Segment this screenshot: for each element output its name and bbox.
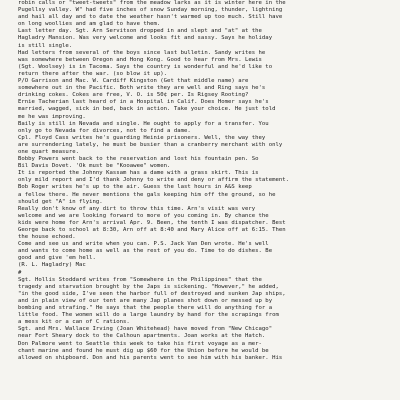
text-line: Sgt. Hollis Stoddard writes from "Somewhere in the Philippines" that the: [18, 276, 262, 283]
bulletin-text: [18, 0, 394, 362]
text-line: #: [18, 269, 22, 276]
text-line: George back to school at 8:30, Arn off at 8:40 and Mary Alice off at 6:15. Then: [18, 227, 286, 233]
text-line: Really don't know of any dirt to throw this time. Arn's visit was very: [18, 205, 256, 212]
text-line: good and give 'em hell.: [18, 255, 96, 262]
text-line: little food. The women will do a large laundry by hand for the scrapings from: [18, 312, 279, 319]
text-line: Had letters from several of the boys since last bulletin. Sandy writes he: [18, 49, 266, 56]
text-line: "in the good side, I've seen the harbor full of destroyed and sunken Jap ships,: [18, 290, 286, 297]
text-line: allowed on shipboard. Don and his parents went to see him with his banker. His: [18, 354, 283, 361]
text-line: near Fort Sheary dock to the Calhoun apartments. Joan works at the Hatch.: [18, 333, 266, 340]
text-line: the house echoed.: [18, 234, 76, 241]
text-line: Pugellsy valley. W" had five inches of snow Sunday morning, thunder, lightning: [18, 7, 283, 14]
text-line: Come and see us and write when you can. P.S. Jack Van Den wrote. He's well: [18, 241, 269, 248]
text-line: is still single.: [18, 42, 73, 49]
text-line: return there after the war. (so blow it up).: [18, 70, 168, 77]
text-line: Bob Roger writes he's up to the air. Guess the last hours in A&S keep: [18, 184, 252, 191]
text-line: It is reported the Johnny Kassam has a dame with a grass skirt. This is: [18, 170, 259, 177]
text-line: Baily is still in Nevada and single. He ought to apply for a transfer. You: [18, 120, 269, 127]
text-line: Hagladry Mansion. Was very welcome and looks fit and sassy. Says he holiday: [18, 35, 273, 42]
text-line: P/O Garrison and Mac. W. Cardiff Kingston (Get that middle name) are: [18, 78, 249, 85]
text-line: Bil Davis Dovet. 'Ok must be "Kooawee" women.: [18, 163, 171, 170]
text-line: tragedy and starvation brought by the Japs is sickening. "However," he added,: [18, 283, 279, 290]
text-line: one quart measure.: [18, 148, 79, 155]
text-line: (Sgt. Woolsey) is in Tacoma. Says the country is wonderful and he'd like to: [18, 63, 273, 70]
text-line: on long woollies and am glad to have them.: [18, 21, 161, 28]
text-line: Ernie Tacherian last heard of in a Hospital in Calif. Does Homer says he's: [18, 99, 269, 106]
text-line: married, wagged, sick in bed, back in action. Take your choice. He just told: [18, 106, 276, 113]
text-line: drinking cokes. Cokes are free, V. O. is 50¢ per. Is Rigsey Rooting?: [18, 92, 249, 99]
text-line: a mess kit or a can of C rations.: [18, 319, 130, 326]
text-line: Last letter day. Sgt. Arn Servitson dropped in and slept and "at" at the: [18, 28, 262, 35]
text-line: was somewhere between Oregon and Hong Kong. Good to hear from Mrs. Lewis: [18, 56, 262, 63]
text-line: Don Palmore went to Seattle this week to take his first voyage as a mer-: [18, 340, 262, 347]
text-line: bombing and strafing." He says that the people there will do anything for a: [18, 305, 273, 312]
text-line: (R. L. Hagladry) Mac: [18, 262, 86, 269]
text-line: Sgt. and Mrs. Wallace Irving (Joan Whitehead) have moved from "New Chicago": [18, 326, 273, 333]
text-line: somewhere out in the Pacific. Both write they are well and Ring says he's: [18, 85, 266, 92]
text-line: Cpl. Floyd Cass writes he's guarding Heinie prisoners. Well, the way they: [18, 134, 266, 141]
text-line: Bobby Powers went back to the reservation and lost his fountain pen. So: [18, 156, 259, 163]
text-line: only go to Nevada for divorces, not to find a dame.: [18, 127, 191, 134]
text-line: are surrendering lately, he must be busier than a cranberry merchant with only: [18, 141, 283, 148]
text-line: me he was improving.: [18, 113, 86, 120]
text-line: and wants to come home as well as the rest of you do. Time to do dishes. Be: [18, 248, 273, 255]
text-line: welcome and we are looking forward to more of you coming in. By chance the: [18, 212, 269, 219]
text-line: only mild report and I'd thank Johnny to write and deny or affirm the statement.: [18, 177, 290, 184]
text-line: and hail all day and to date the weather hasn't warmed up too much. Still have: [18, 14, 283, 21]
text-line: should get "A" in flying.: [18, 198, 103, 205]
text-line: chant marine and found he must dig up $60 for the Union before he would be: [18, 347, 269, 354]
text-line: a fellow there. He never mentions the gals keeping him off the ground, so he: [18, 191, 276, 198]
text-line: kids were home for Arn's arrival Apr. 9. Been, the tenth I was dispatcher. Best: [18, 219, 286, 226]
text-line: and in plain view of our tent are many Jap planes shot down or messed up by: [18, 297, 273, 304]
text-line: robin calls or "tweet-tweets" from the meadow larks as it is winter here in the: [18, 0, 286, 6]
